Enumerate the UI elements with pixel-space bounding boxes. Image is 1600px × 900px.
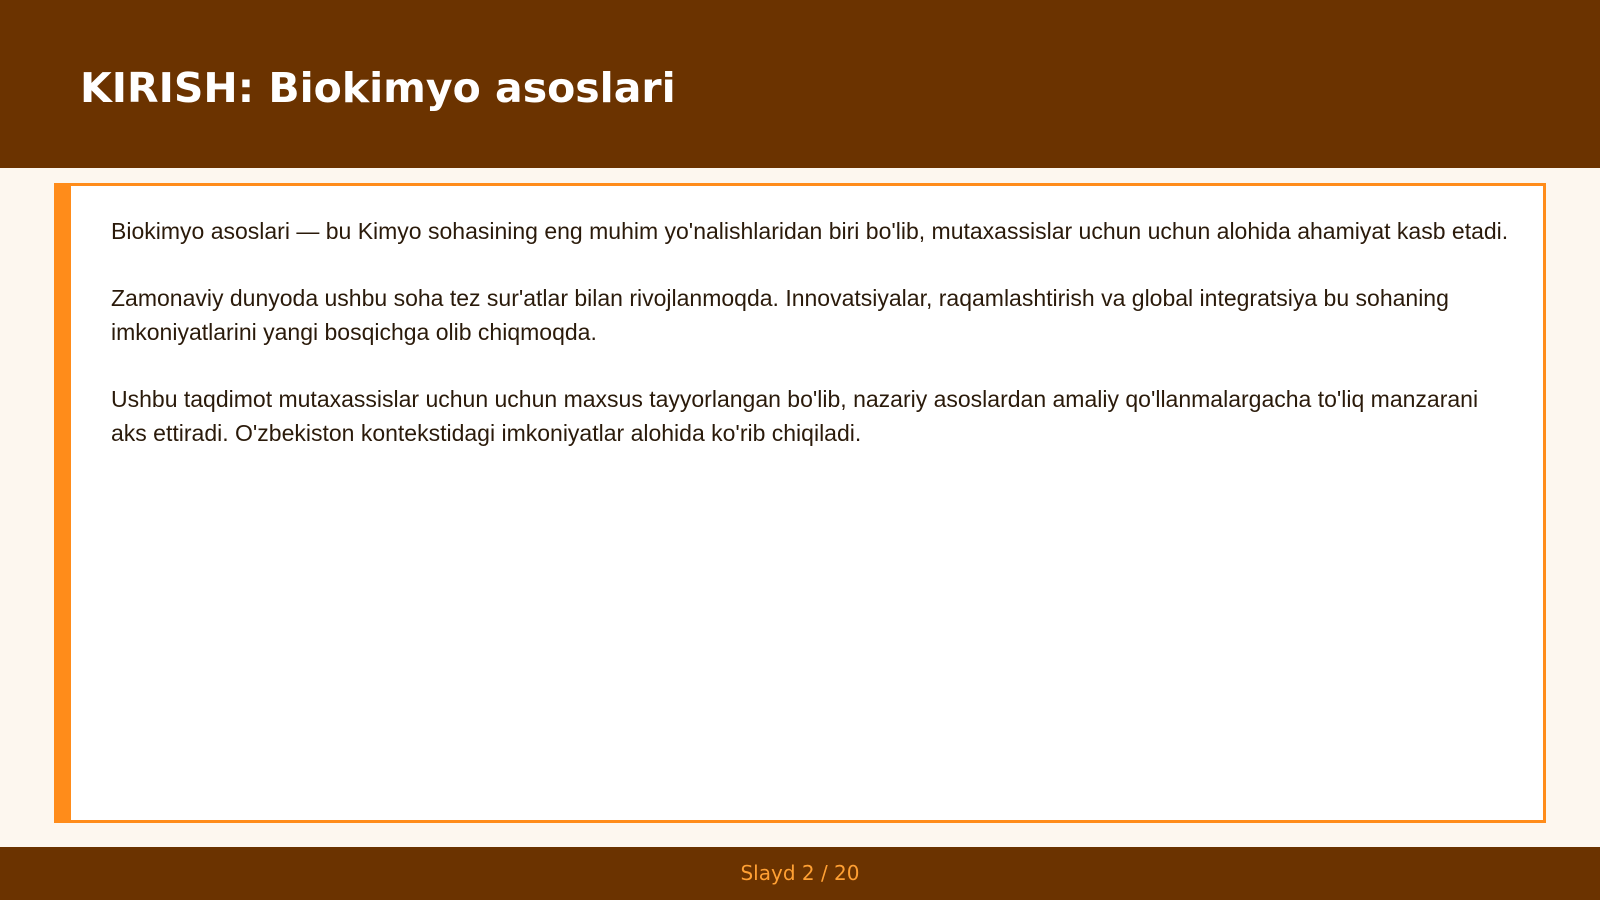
slide-header bbox=[0, 0, 1600, 168]
content-box bbox=[54, 183, 1546, 823]
slide-counter: Slayd 2 / 20 bbox=[740, 861, 860, 885]
slide-title: KIRISH: Biokimyo asoslari bbox=[80, 64, 676, 112]
paragraph-presentation: Ushbu taqdimot mutaxassislar uchun uchun maxsus tayyorlangan bo'lib, nazariy asoslardan amaliy qo'llanmalargacha to'liq manzarani aks ettiradi. O'zbekiston kontekstidagi imkoniyatlar alohida ko'rib chiqiladi. bbox=[111, 386, 1479, 446]
paragraph-modern-world: Zamonaviy dunyoda ushbu soha tez sur'atlar bilan rivojlanmoqda. Innovatsiyalar, raqamlashtirish va global integratsiya bu sohaning imkoniyatlarini yangi bosqichga olib chiqmoqda. bbox=[111, 285, 1449, 345]
content-paragraphs bbox=[111, 214, 1511, 483]
paragraph-intro: Biokimyo asoslari — bu Kimyo sohasining eng muhim yo'nalishlaridan biri bo'lib, mutaxassislar uchun uchun alohida ahamiyat kasb etadi. bbox=[111, 218, 1509, 244]
slide-footer bbox=[0, 847, 1600, 900]
